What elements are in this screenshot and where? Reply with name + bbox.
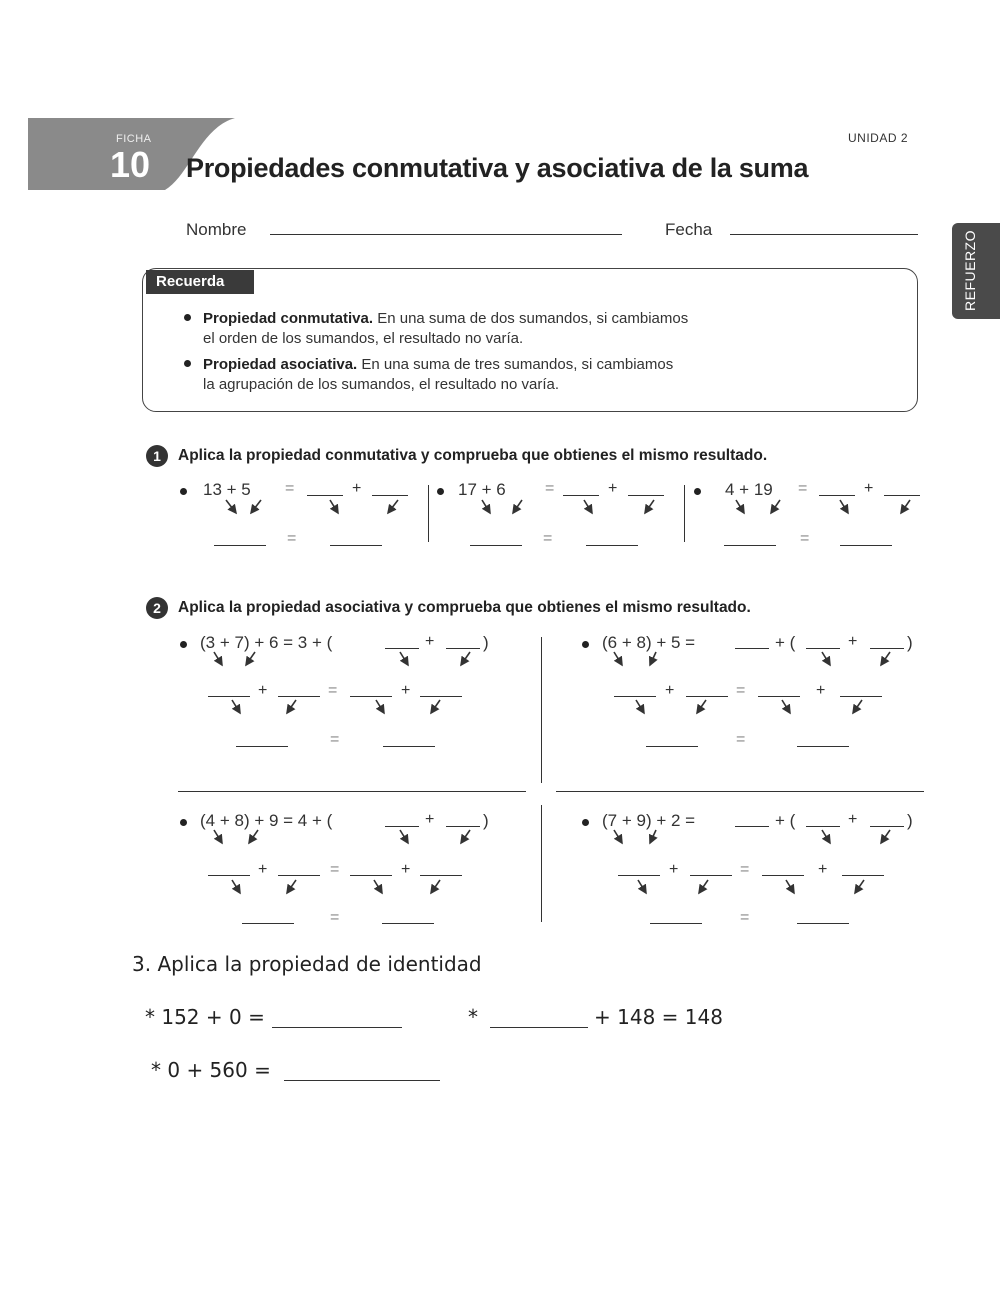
plus-sign: + — [665, 682, 675, 699]
ex2-item2-blank-b[interactable] — [806, 648, 840, 649]
divider-vertical-bottom — [541, 805, 542, 922]
bullet-dot — [180, 819, 187, 826]
conmutativa-term: Propiedad conmutativa. — [203, 310, 374, 327]
page-title: Propiedades conmutativa y asociativa de la suma — [186, 153, 809, 183]
ex2-item4-blank-b[interactable] — [806, 826, 840, 827]
ex2-item2-result-right[interactable] — [797, 746, 849, 747]
conmutativa-text: En una suma de dos sumandos, si cambiamos — [373, 310, 689, 327]
equals-sign: = — [285, 480, 295, 497]
ex3-item2-star: * — [468, 1005, 478, 1029]
equals-sign: = — [800, 530, 810, 547]
nombre-label: Nombre — [186, 220, 247, 239]
plus-sign: + — [818, 861, 828, 878]
plus-sign: + — [864, 480, 874, 497]
ex1-item3-expression: 4 + 19 — [725, 480, 773, 499]
exercise-1-instruction: Aplica la propiedad conmutativa y comprueba que obtienes el mismo resultado. — [178, 447, 768, 464]
ex3-item2-expression: + 148 = 148 — [594, 1005, 723, 1029]
plus-sign: + — [848, 811, 858, 828]
ex3-item3-expression: * 0 + 560 = — [151, 1058, 271, 1082]
ex2-item1-blank-e[interactable] — [350, 696, 392, 697]
equals-sign: = — [330, 861, 340, 878]
ex2-item4-blank-a[interactable] — [735, 826, 769, 827]
open-plus-paren: + ( — [775, 811, 796, 830]
bullet-dot — [582, 641, 589, 648]
asociativa-term: Propiedad asociativa. — [203, 356, 358, 373]
ex2-item4-blank-c[interactable] — [870, 826, 904, 827]
ex3-item1-blank[interactable] — [272, 1027, 402, 1028]
ex2-item2-blank-d[interactable] — [614, 696, 656, 697]
ex2-item1-blank-a[interactable] — [385, 648, 419, 649]
ex2-item3-blank-a[interactable] — [385, 826, 419, 827]
equals-sign: = — [330, 909, 340, 926]
bullet-dot — [582, 819, 589, 826]
ex2-item1-blank-c[interactable] — [208, 696, 250, 697]
ex2-item2-blank-c[interactable] — [870, 648, 904, 649]
ex2-item4-expression: (7 + 9) + 2 = — [602, 811, 696, 830]
ex2-item1-blank-f[interactable] — [420, 696, 462, 697]
close-paren: ) — [483, 811, 489, 830]
recuerda-item-2-line2: la agrupación de los sumandos, el resultado no varía. — [203, 376, 560, 393]
ex2-item4-result-right[interactable] — [797, 923, 849, 924]
divider-vertical-top — [541, 637, 542, 783]
arrow-group — [226, 500, 910, 513]
ex2-item2-blank-g[interactable] — [840, 696, 882, 697]
plus-sign: + — [401, 682, 411, 699]
refuerzo-label: REFUERZO — [962, 230, 978, 311]
ex2-item3-expression: (4 + 8) + 9 = 4 + ( — [200, 811, 333, 830]
equals-sign: = — [798, 480, 808, 497]
ex3-item2-blank[interactable] — [490, 1027, 588, 1028]
ex2-item2-result-left[interactable] — [646, 746, 698, 747]
ex2-item3-blank-f[interactable] — [420, 875, 462, 876]
close-paren: ) — [907, 633, 913, 652]
ex2-item2-expression: (6 + 8) + 5 = — [602, 633, 696, 652]
plus-sign: + — [258, 682, 268, 699]
equals-sign: = — [545, 480, 555, 497]
ex2-item4-blank-e[interactable] — [690, 875, 732, 876]
plus-sign: + — [258, 861, 268, 878]
equals-sign: = — [330, 731, 340, 748]
equals-sign: = — [736, 682, 746, 699]
ex2-item2-blank-e[interactable] — [686, 696, 728, 697]
ex2-item3-result-left[interactable] — [242, 923, 294, 924]
arrow-group — [214, 652, 890, 893]
ex2-item1-blank-b[interactable] — [446, 648, 480, 649]
ex2-item3-result-right[interactable] — [382, 923, 434, 924]
unit-label: UNIDAD 2 — [848, 131, 909, 145]
open-plus-paren: + ( — [775, 633, 796, 652]
exercise-3-title: 3. Aplica la propiedad de identidad — [132, 952, 482, 976]
ex2-item1-result-right[interactable] — [383, 746, 435, 747]
ex2-item3-blank-e[interactable] — [350, 875, 392, 876]
plus-sign: + — [401, 861, 411, 878]
ex2-item1-expression: (3 + 7) + 6 = 3 + ( — [200, 633, 333, 652]
equals-sign: = — [740, 861, 750, 878]
bullet-dot — [180, 641, 187, 648]
ex2-item1-blank-d[interactable] — [278, 696, 320, 697]
recuerda-item-1-line2: el orden de los sumandos, el resultado no varía. — [203, 330, 524, 347]
fecha-label: Fecha — [665, 220, 713, 239]
ex3-item1-expression: * 152 + 0 = — [145, 1005, 265, 1029]
ex2-item4-result-left[interactable] — [650, 923, 702, 924]
ficha-number: 10 — [110, 144, 151, 185]
ex2-item4-blank-f[interactable] — [762, 875, 804, 876]
ex1-item1-expression: 13 + 5 — [203, 480, 251, 499]
ex2-item2-blank-f[interactable] — [758, 696, 800, 697]
close-paren: ) — [907, 811, 913, 830]
ex2-item3-blank-d[interactable] — [278, 875, 320, 876]
exercise-2-instruction: Aplica la propiedad asociativa y comprueba que obtienes el mismo resultado. — [178, 599, 751, 616]
plus-sign: + — [848, 633, 858, 650]
ex2-item4-blank-d[interactable] — [618, 875, 660, 876]
recuerda-label: Recuerda — [146, 270, 254, 294]
plus-sign: + — [608, 480, 618, 497]
ex3-item3-blank[interactable] — [284, 1080, 440, 1081]
equals-sign: = — [736, 731, 746, 748]
plus-sign: + — [816, 682, 826, 699]
equals-sign: = — [328, 682, 338, 699]
ex2-item3-blank-b[interactable] — [446, 826, 480, 827]
ex2-item3-blank-c[interactable] — [208, 875, 250, 876]
exercise-2-number: 2 — [146, 597, 168, 619]
plus-sign: + — [425, 633, 435, 650]
plus-sign: + — [669, 861, 679, 878]
equals-sign: = — [287, 530, 297, 547]
plus-sign: + — [352, 480, 362, 497]
ex2-item1-result-left[interactable] — [236, 746, 288, 747]
close-paren: ) — [483, 633, 489, 652]
plus-sign: + — [425, 811, 435, 828]
divider-horizontal-left — [178, 791, 526, 792]
exercise-1-number: 1 — [146, 445, 168, 467]
equals-sign: = — [543, 530, 553, 547]
equals-sign: = — [740, 909, 750, 926]
ex2-item4-blank-g[interactable] — [842, 875, 884, 876]
ex1-item2-expression: 17 + 6 — [458, 480, 506, 499]
divider-horizontal-right — [556, 791, 924, 792]
ficha-label: FICHA — [116, 133, 152, 145]
ex2-item2-blank-a[interactable] — [735, 648, 769, 649]
asociativa-text: En una suma de tres sumandos, si cambiamos — [357, 356, 674, 373]
